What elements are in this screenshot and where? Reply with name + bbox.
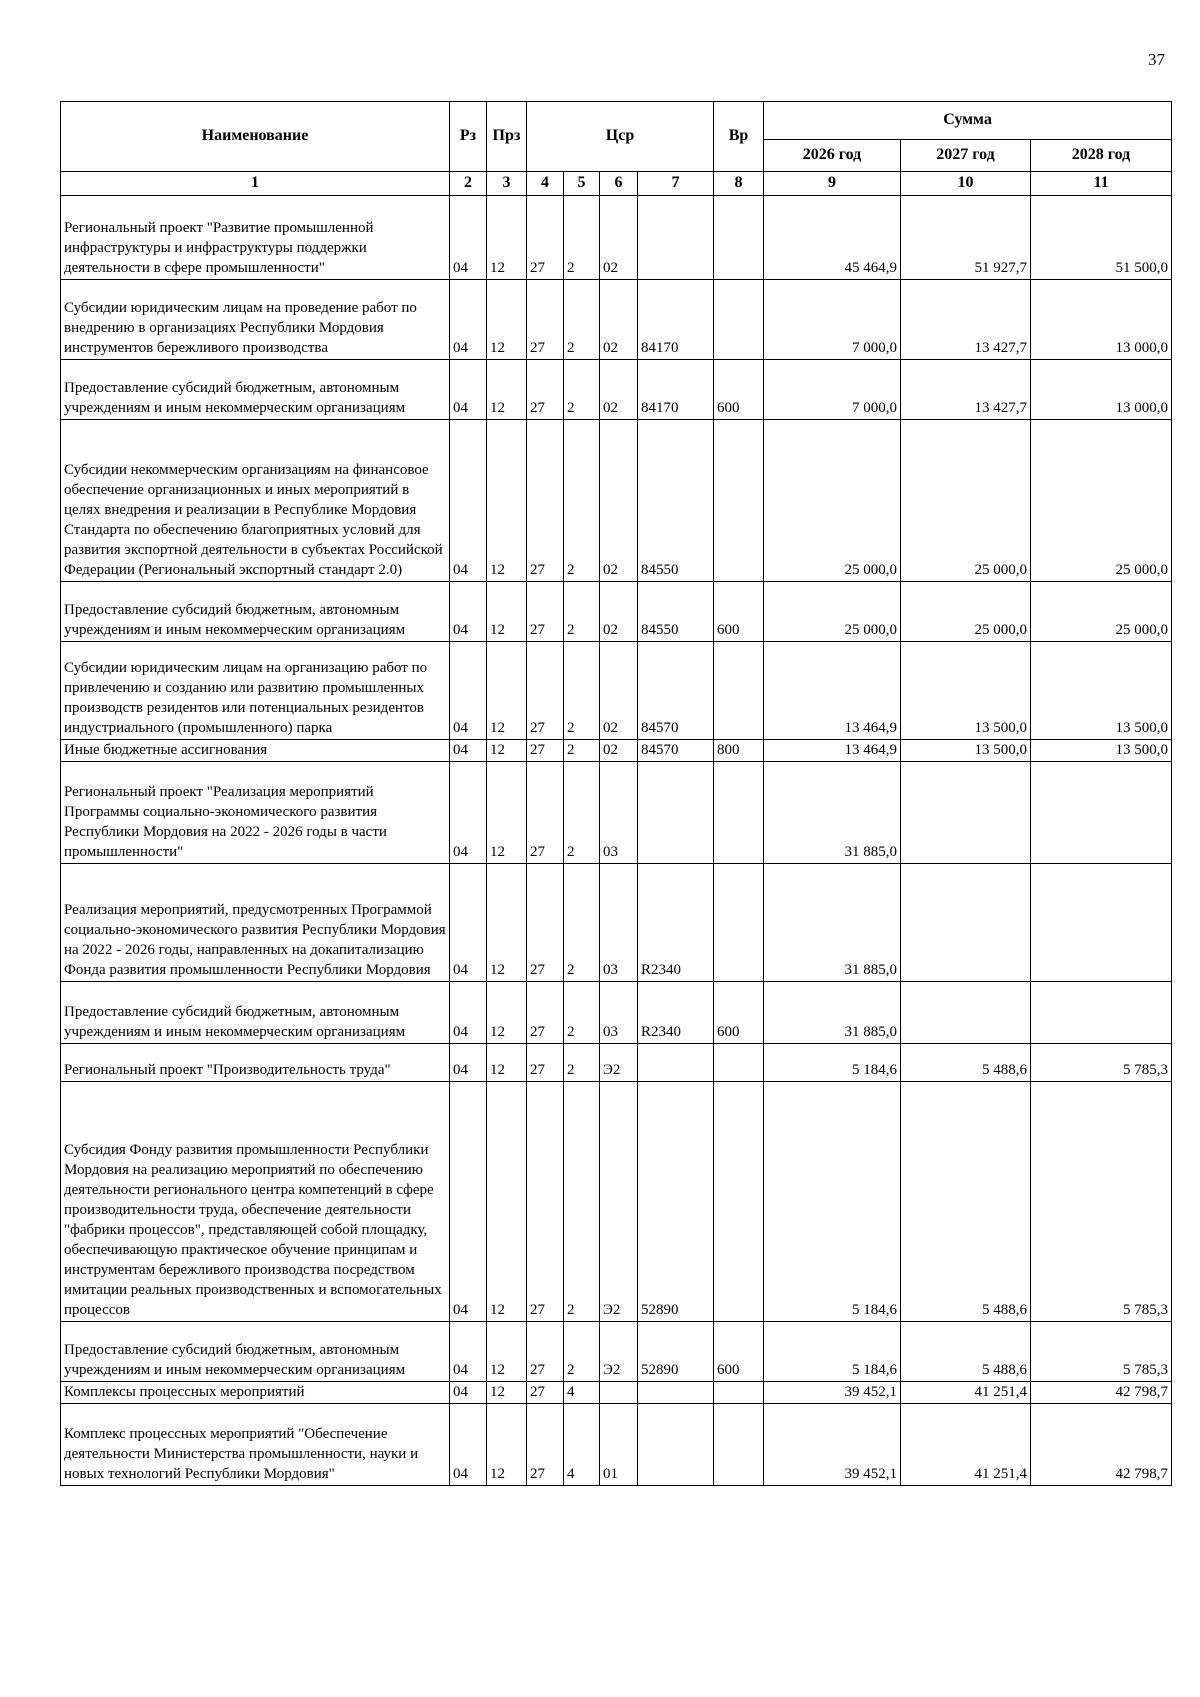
table-row [61,1044,1172,1082]
row-prz: 12 [487,196,527,280]
row-csr-part4: 52890 [638,1322,714,1382]
row-csr-part4 [638,196,714,280]
row-sum-2027: 41 251,4 [901,1404,1031,1486]
row-sum-2028 [1031,864,1172,982]
row-rz: 04 [450,1382,487,1404]
header-row-main [61,102,1172,140]
row-csr-part1: 27 [527,196,564,280]
row-vr: 600 [714,982,764,1044]
row-csr-part4: 84170 [638,360,714,420]
table-row [61,280,1172,360]
row-csr-part3: 02 [600,280,638,360]
row-csr-part1: 27 [527,1082,564,1322]
row-name: Комплексы процессных мероприятий [61,1382,450,1404]
row-sum-2028: 42 798,7 [1031,1404,1172,1486]
row-sum-2026: 45 464,9 [764,196,901,280]
row-sum-2028: 42 798,7 [1031,1382,1172,1404]
column-number: 4 [527,172,564,196]
row-prz: 12 [487,1404,527,1486]
row-prz: 12 [487,762,527,864]
row-vr [714,1404,764,1486]
row-csr-part2: 2 [564,196,600,280]
row-csr-part2: 2 [564,420,600,582]
row-sum-2028: 13 000,0 [1031,280,1172,360]
row-prz: 12 [487,1382,527,1404]
row-name: Комплекс процессных мероприятий "Обеспечение деятельности Министерства промышленности, науки и новых технологий Республики Мордовия" [61,1404,450,1486]
column-number: 5 [564,172,600,196]
row-rz: 04 [450,360,487,420]
row-rz: 04 [450,1082,487,1322]
row-sum-2028 [1031,982,1172,1044]
row-csr-part1: 27 [527,762,564,864]
header-row-column-numbers [61,172,1172,196]
column-number: 9 [764,172,901,196]
table-row [61,1382,1172,1404]
row-csr-part1: 27 [527,1404,564,1486]
row-sum-2027: 13 500,0 [901,740,1031,762]
row-sum-2026: 25 000,0 [764,582,901,642]
row-csr-part3: Э2 [600,1082,638,1322]
row-csr-part3: Э2 [600,1322,638,1382]
page-number: 37 [1148,50,1165,69]
row-csr-part4: 84550 [638,582,714,642]
row-csr-part2: 2 [564,1082,600,1322]
row-prz: 12 [487,1322,527,1382]
row-prz: 12 [487,864,527,982]
table-row [61,642,1172,740]
table-row [61,740,1172,762]
row-csr-part3: 02 [600,420,638,582]
row-rz: 04 [450,864,487,982]
row-csr-part4: R2340 [638,864,714,982]
row-csr-part4 [638,1382,714,1404]
row-rz: 04 [450,642,487,740]
row-sum-2027: 13 500,0 [901,642,1031,740]
row-sum-2027: 5 488,6 [901,1044,1031,1082]
row-sum-2028: 51 500,0 [1031,196,1172,280]
row-sum-2028: 13 500,0 [1031,642,1172,740]
row-csr-part2: 2 [564,582,600,642]
row-name: Региональный проект "Развитие промышленной инфраструктуры и инфраструктуры поддержки деятельности в сфере промышленности" [61,196,450,280]
column-number: 8 [714,172,764,196]
table-row [61,1404,1172,1486]
row-name: Субсидии юридическим лицам на проведение работ по внедрению в организациях Республики Мордовия инструментов бережливого производства [61,280,450,360]
row-rz: 04 [450,982,487,1044]
row-csr-part2: 2 [564,642,600,740]
row-sum-2028: 5 785,3 [1031,1082,1172,1322]
row-csr-part3: 02 [600,196,638,280]
row-csr-part2: 2 [564,762,600,864]
row-sum-2027 [901,982,1031,1044]
header-name: Наименование [61,102,450,172]
column-number: 2 [450,172,487,196]
row-name: Предоставление субсидий бюджетным, автономным учреждениям и иным некоммерческим организациям [61,360,450,420]
row-csr-part1: 27 [527,982,564,1044]
row-sum-2028: 25 000,0 [1031,420,1172,582]
row-prz: 12 [487,642,527,740]
row-csr-part2: 4 [564,1382,600,1404]
row-name: Предоставление субсидий бюджетным, автономным учреждениям и иным некоммерческим организациям [61,582,450,642]
row-vr [714,1382,764,1404]
row-csr-part1: 27 [527,420,564,582]
row-csr-part1: 27 [527,642,564,740]
row-rz: 04 [450,1322,487,1382]
table-row [61,1082,1172,1322]
row-vr: 600 [714,582,764,642]
row-prz: 12 [487,360,527,420]
row-sum-2026: 25 000,0 [764,420,901,582]
header-prz: Прз [487,102,527,172]
table-row [61,864,1172,982]
row-csr-part2: 2 [564,740,600,762]
row-csr-part4: 84570 [638,740,714,762]
row-rz: 04 [450,740,487,762]
row-csr-part4: 84550 [638,420,714,582]
row-sum-2027: 13 427,7 [901,360,1031,420]
table-row [61,196,1172,280]
header-year-2026: 2026 год [764,140,901,172]
row-csr-part2: 2 [564,1044,600,1082]
row-csr-part1: 27 [527,740,564,762]
column-number: 11 [1031,172,1172,196]
column-number: 1 [61,172,450,196]
row-vr [714,196,764,280]
row-sum-2028: 5 785,3 [1031,1322,1172,1382]
row-sum-2028 [1031,762,1172,864]
row-vr [714,1082,764,1322]
column-number: 6 [600,172,638,196]
row-csr-part3: Э2 [600,1044,638,1082]
row-csr-part1: 27 [527,1382,564,1404]
row-csr-part1: 27 [527,280,564,360]
row-sum-2026: 5 184,6 [764,1044,901,1082]
table-row [61,982,1172,1044]
table-row [61,420,1172,582]
row-rz: 04 [450,196,487,280]
row-csr-part1: 27 [527,582,564,642]
row-sum-2026: 31 885,0 [764,762,901,864]
row-vr [714,420,764,582]
budget-table [60,101,1172,1486]
row-rz: 04 [450,582,487,642]
row-sum-2027: 13 427,7 [901,280,1031,360]
row-csr-part3: 02 [600,582,638,642]
row-vr [714,1044,764,1082]
header-rz: Рз [450,102,487,172]
row-sum-2027: 41 251,4 [901,1382,1031,1404]
column-number: 7 [638,172,714,196]
row-vr [714,864,764,982]
row-sum-2026: 39 452,1 [764,1382,901,1404]
row-csr-part3: 02 [600,642,638,740]
header-vr: Вр [714,102,764,172]
row-sum-2026: 7 000,0 [764,280,901,360]
table-row [61,582,1172,642]
row-sum-2026: 7 000,0 [764,360,901,420]
row-csr-part3: 03 [600,982,638,1044]
row-csr-part3: 03 [600,762,638,864]
row-csr-part4 [638,1044,714,1082]
row-csr-part3: 03 [600,864,638,982]
row-name: Иные бюджетные ассигнования [61,740,450,762]
row-sum-2027: 51 927,7 [901,196,1031,280]
row-sum-2027: 5 488,6 [901,1322,1031,1382]
row-csr-part2: 2 [564,982,600,1044]
column-number: 3 [487,172,527,196]
row-csr-part3: 02 [600,360,638,420]
row-prz: 12 [487,982,527,1044]
row-csr-part4: 84170 [638,280,714,360]
row-sum-2026: 13 464,9 [764,740,901,762]
row-prz: 12 [487,280,527,360]
row-csr-part1: 27 [527,1322,564,1382]
row-sum-2027 [901,864,1031,982]
table-row [61,762,1172,864]
row-name: Региональный проект "Реализация мероприятий Программы социально-экономического развития Республики Мордовия на 2022 - 2026 годы в части промышленности" [61,762,450,864]
row-sum-2028: 13 000,0 [1031,360,1172,420]
row-prz: 12 [487,1044,527,1082]
row-sum-2026: 5 184,6 [764,1322,901,1382]
row-csr-part1: 27 [527,864,564,982]
row-csr-part4 [638,1404,714,1486]
row-csr-part4 [638,762,714,864]
row-sum-2026: 39 452,1 [764,1404,901,1486]
table-row [61,1322,1172,1382]
table-body [61,196,1172,1486]
row-name: Предоставление субсидий бюджетным, автономным учреждениям и иным некоммерческим организациям [61,982,450,1044]
header-year-2028: 2028 год [1031,140,1172,172]
row-vr: 600 [714,1322,764,1382]
row-prz: 12 [487,420,527,582]
header-summa: Сумма [764,102,1172,140]
row-csr-part1: 27 [527,360,564,420]
row-prz: 12 [487,1082,527,1322]
row-csr-part4: R2340 [638,982,714,1044]
header-csr: Цср [527,102,714,172]
row-csr-part2: 2 [564,360,600,420]
row-csr-part2: 2 [564,1322,600,1382]
row-sum-2026: 31 885,0 [764,982,901,1044]
row-name: Субсидии юридическим лицам на организацию работ по привлечению и созданию или развитию промышленных производств резидентов или потенциальных резидентов индустриального (промышленного) парка [61,642,450,740]
column-number: 10 [901,172,1031,196]
row-sum-2028: 13 500,0 [1031,740,1172,762]
row-csr-part3 [600,1382,638,1404]
row-sum-2026: 5 184,6 [764,1082,901,1322]
table-row [61,360,1172,420]
row-rz: 04 [450,1404,487,1486]
row-sum-2027 [901,762,1031,864]
row-sum-2026: 13 464,9 [764,642,901,740]
row-sum-2028: 25 000,0 [1031,582,1172,642]
row-csr-part2: 2 [564,280,600,360]
row-rz: 04 [450,280,487,360]
row-csr-part4: 84570 [638,642,714,740]
row-prz: 12 [487,740,527,762]
row-prz: 12 [487,582,527,642]
row-name: Реализация мероприятий, предусмотренных Программой социально-экономического развития Республики Мордовия на 2022 - 2026 годы, направленных на докапитализацию Фонда развития промышленности Республики Мордовия [61,864,450,982]
row-rz: 04 [450,1044,487,1082]
row-vr [714,762,764,864]
row-name: Субсидии некоммерческим организациям на финансовое обеспечение организационных и иных мероприятий в целях внедрения и реализации в Республике Мордовия Стандарта по обеспечению благоприятных условий для развития экспортной деятельности в субъектах Российской Федерации (Региональный экспортный стандарт 2.0) [61,420,450,582]
row-rz: 04 [450,420,487,582]
row-sum-2027: 5 488,6 [901,1082,1031,1322]
row-vr: 800 [714,740,764,762]
row-csr-part3: 01 [600,1404,638,1486]
row-name: Субсидия Фонду развития промышленности Республики Мордовия на реализацию мероприятий по обеспечению деятельности регионального центра компетенций в сфере производительности труда, обеспечение деятельности "фабрики процессов", представляющей собой площадку, обеспечивающую практическое обучение принципам и инструментам бережливого производства посредством имитации реальных производственных и вспомогательных процессов [61,1082,450,1322]
row-sum-2027: 25 000,0 [901,420,1031,582]
row-vr [714,280,764,360]
row-csr-part4: 52890 [638,1082,714,1322]
header-year-2027: 2027 год [901,140,1031,172]
row-name: Предоставление субсидий бюджетным, автономным учреждениям и иным некоммерческим организациям [61,1322,450,1382]
row-vr [714,642,764,740]
row-rz: 04 [450,762,487,864]
row-sum-2027: 25 000,0 [901,582,1031,642]
row-name: Региональный проект "Производительность труда" [61,1044,450,1082]
row-sum-2028: 5 785,3 [1031,1044,1172,1082]
row-csr-part2: 2 [564,864,600,982]
row-csr-part2: 4 [564,1404,600,1486]
row-csr-part1: 27 [527,1044,564,1082]
row-csr-part3: 02 [600,740,638,762]
row-vr: 600 [714,360,764,420]
row-sum-2026: 31 885,0 [764,864,901,982]
